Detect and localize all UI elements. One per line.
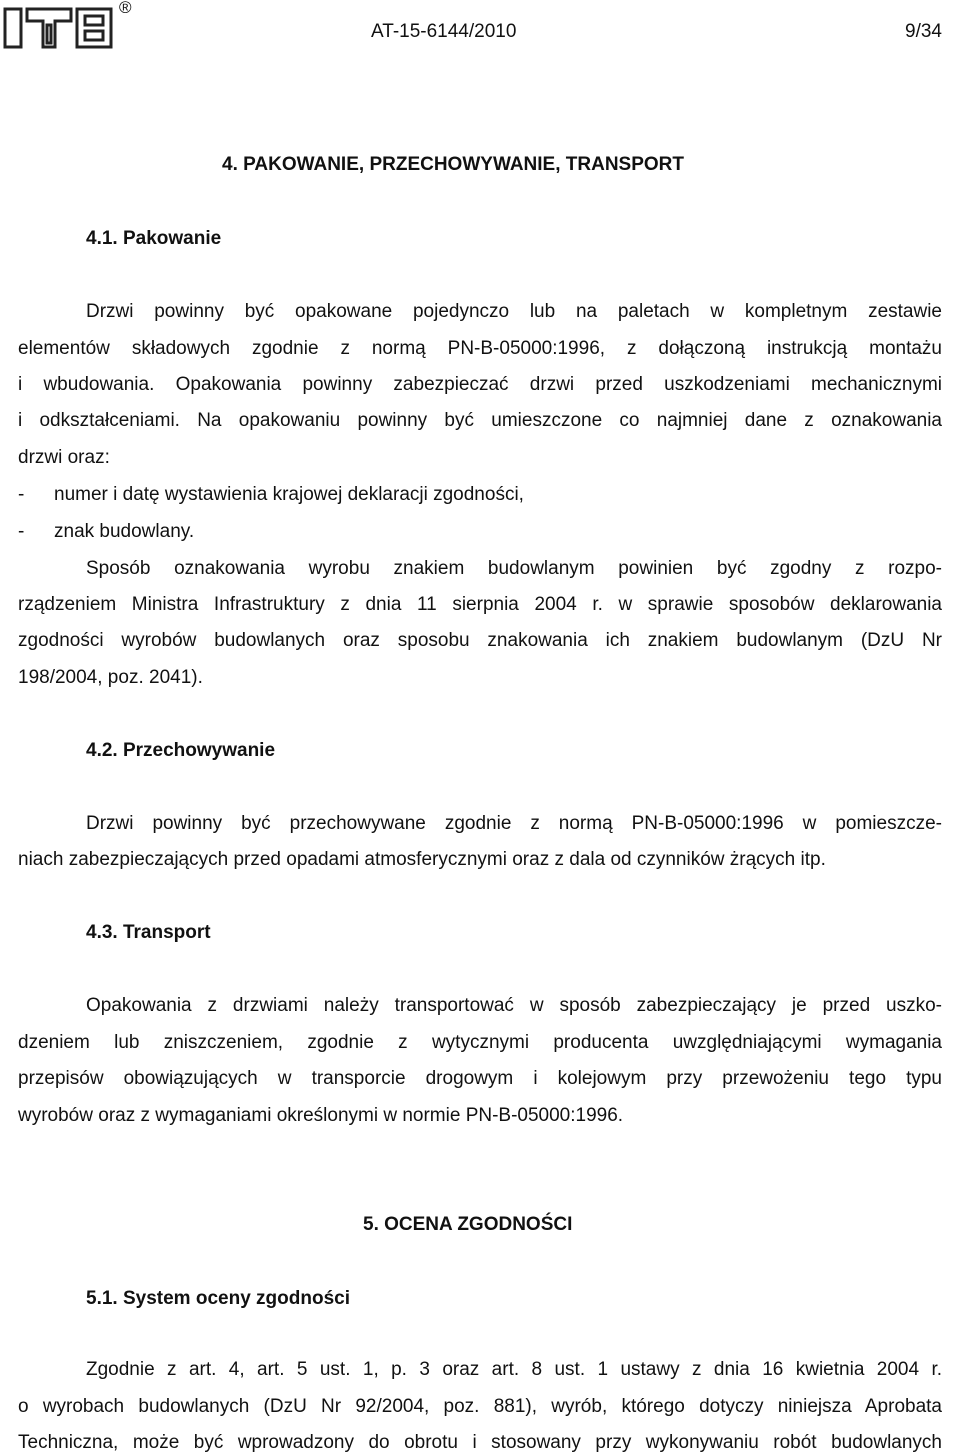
- document-id: AT-15-6144/2010: [371, 21, 517, 42]
- paragraph-line: o wyrobach budowlanych (DzU Nr 92/2004, poz. 881), wyrób, którego dotyczy niniejsza Aprobata: [18, 1396, 942, 1417]
- paragraph-line: Techniczna, może być wprowadzony do obrotu i stosowany przy wykonywaniu robót budowlanych: [18, 1432, 942, 1453]
- paragraph-line: Drzwi powinny być przechowywane zgodnie z normą PN-B-05000:1996 w pomieszcze-: [86, 813, 942, 834]
- paragraph-line: Sposób oznakowania wyrobu znakiem budowlanym powinien być zgodny z rozpo-: [86, 558, 942, 579]
- section-4-1-heading: 4.1. Pakowanie: [86, 228, 222, 249]
- itb-logo: [3, 5, 117, 50]
- paragraph-line: Drzwi powinny być opakowane pojedynczo lub na paletach w kompletnym zestawie: [86, 301, 942, 322]
- paragraph-line: elementów składowych zgodnie z normą PN-B-05000:1996, z dołączoną instrukcją montażu: [18, 338, 942, 359]
- paragraph-line: Zgodnie z art. 4, art. 5 ust. 1, p. 3 oraz art. 8 ust. 1 ustawy z dnia 16 kwietnia 2004 r.: [86, 1359, 942, 1380]
- section-4-3-heading: 4.3. Transport: [86, 922, 211, 943]
- paragraph-line: drzwi oraz:: [18, 447, 110, 468]
- paragraph-line: Opakowania z drzwiami należy transportować w sposób zabezpieczający je przed uszko-: [86, 995, 942, 1016]
- list-item: [18, 483, 524, 507]
- section-5-1-heading: 5.1. System oceny zgodności: [86, 1288, 350, 1309]
- section-4-2-heading: 4.2. Przechowywanie: [86, 740, 276, 761]
- registered-mark: ®: [119, 0, 132, 17]
- list-item: [18, 520, 194, 544]
- list-item-text: znak budowlany.: [54, 521, 195, 542]
- paragraph-line: niach zabezpieczających przed opadami atmosferycznymi oraz z dala od czynników żrących itp.: [18, 849, 826, 870]
- list-dash: -: [18, 521, 25, 542]
- page-header: [0, 0, 960, 60]
- paragraph-line: zgodności wyrobów budowlanych oraz sposobu znakowania ich znakiem budowlanym (DzU Nr: [18, 630, 942, 651]
- chapter-5-title: 5. OCENA ZGODNOŚCI: [363, 1214, 573, 1235]
- paragraph-line: przepisów obowiązujących w transporcie drogowym i kolejowym przy przewożeniu tego typu: [18, 1068, 942, 1089]
- paragraph-line: i wbudowania. Opakowania powinny zabezpieczać drzwi przed uszkodzeniami mechanicznymi: [18, 374, 942, 395]
- paragraph-line: i odkształceniami. Na opakowaniu powinny być umieszczone co najmniej dane z oznakowania: [18, 410, 942, 431]
- paragraph-line: 198/2004, poz. 2041).: [18, 667, 203, 688]
- list-item-text: numer i datę wystawienia krajowej deklaracji zgodności,: [54, 484, 524, 505]
- paragraph-line: dzeniem lub zniszczeniem, zgodnie z wytycznymi producenta uwzględniającymi wymagania: [18, 1032, 942, 1053]
- page-number: 9/34: [905, 21, 942, 42]
- chapter-4-title: 4. PAKOWANIE, PRZECHOWYWANIE, TRANSPORT: [222, 154, 685, 175]
- paragraph-line: wyrobów oraz z wymaganiami określonymi w normie PN-B-05000:1996.: [18, 1105, 624, 1126]
- list-dash: -: [18, 484, 25, 505]
- paragraph-line: rządzeniem Ministra Infrastruktury z dnia 11 sierpnia 2004 r. w sprawie sposobów deklarowania: [18, 594, 942, 615]
